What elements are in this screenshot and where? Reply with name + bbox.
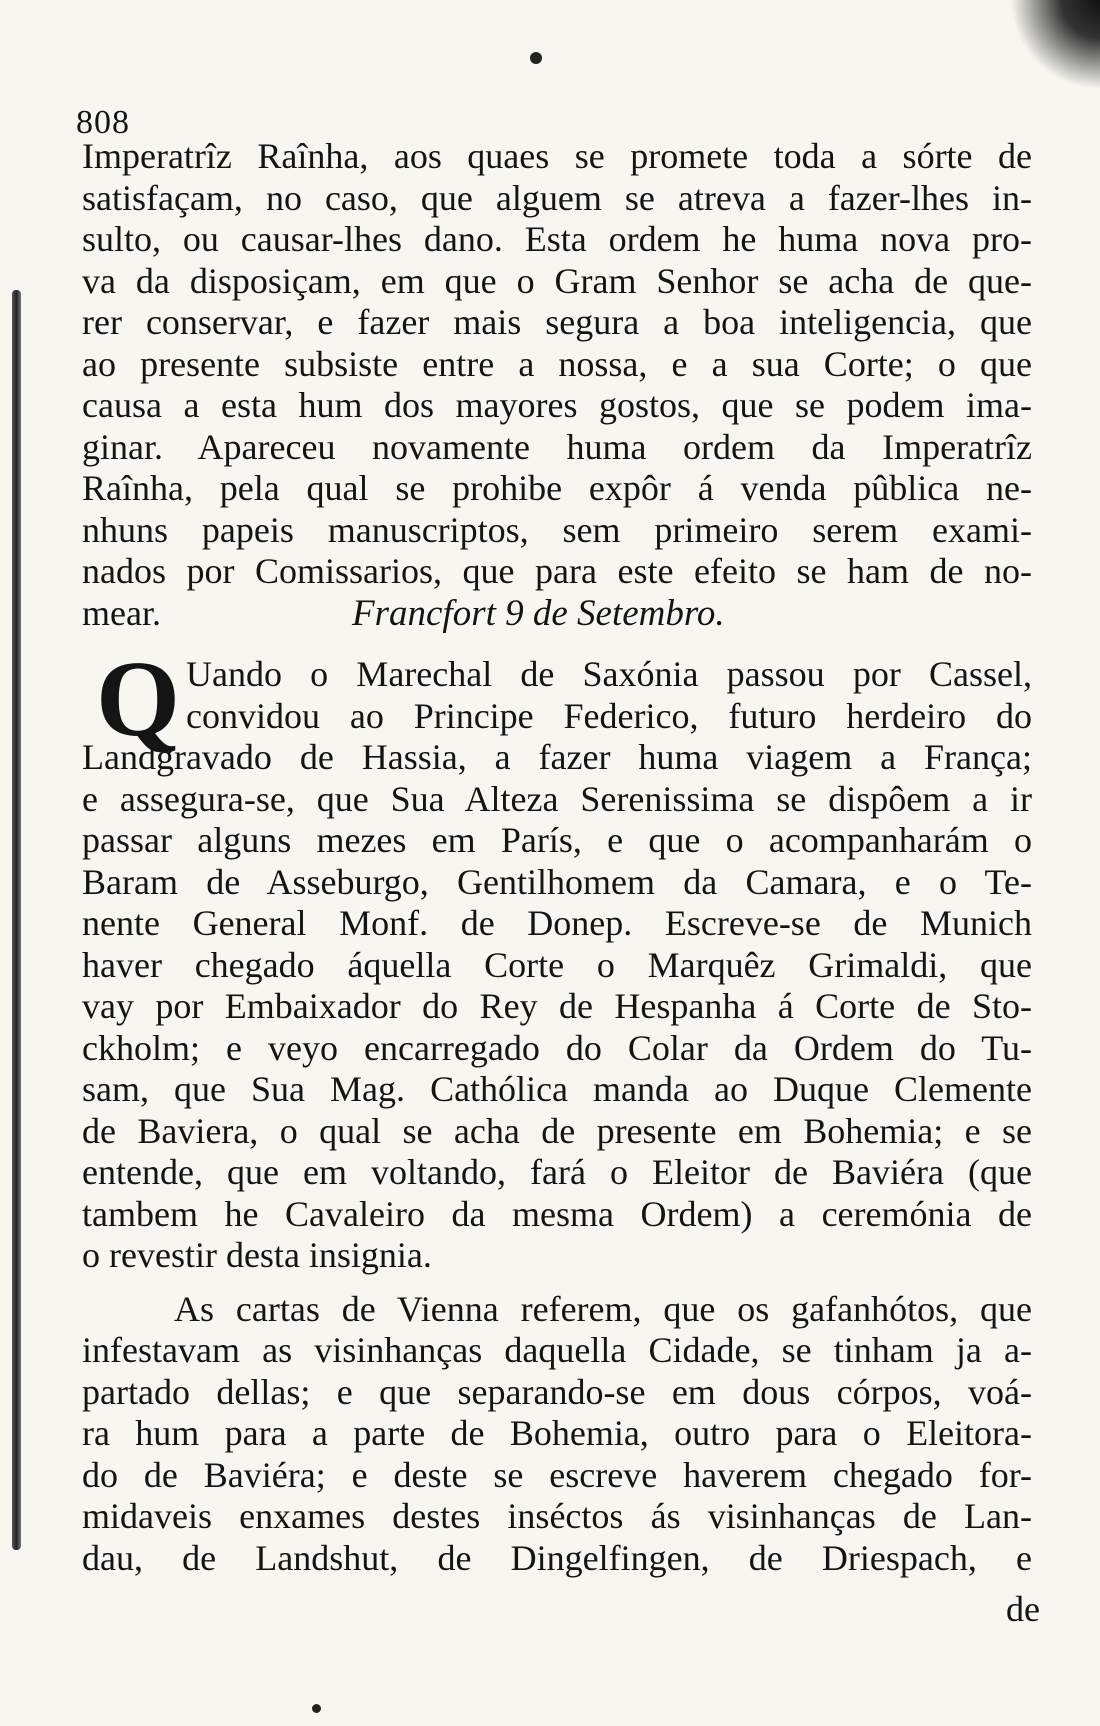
text-line: passar alguns mezes em París, e que o acompanharám o <box>82 820 1032 860</box>
dateline-row <box>82 593 1032 635</box>
text-line: va da disposiçam, em que o Gram Senhor se acha de que- <box>82 260 1032 301</box>
text-line: de Baviera, o qual se acha de presente em Bohemia; e se <box>82 1110 1032 1151</box>
page-number: 808 <box>76 104 130 141</box>
text-line: Imperatrîz Raînha, aos quaes se promete toda a sórte de <box>82 136 1032 176</box>
ink-speck <box>530 52 542 64</box>
text-line: convidou ao Principe Federico, futuro herdeiro do <box>186 695 1032 736</box>
binding-edge <box>12 290 21 1550</box>
page-edge-shadow <box>1010 0 1100 90</box>
text-line: haver chegado áquella Corte o Marquêz Grimaldi, que <box>82 944 1032 985</box>
paragraph-3 <box>82 1289 1032 1580</box>
text-line: midaveis enxames destes inséctos ás visinhanças de Lan- <box>82 1496 1032 1536</box>
text-line: causa a esta hum dos mayores gostos, que se podem ima- <box>82 385 1032 425</box>
text-line: nados por Comissarios, que para este efeito se ham de no- <box>82 551 1032 591</box>
text-line: sulto, ou causar-lhes dano. Esta ordem he huma nova pro- <box>82 219 1032 259</box>
text-line: o revestir desta insignia. <box>82 1235 432 1275</box>
text-line: Baram de Asseburgo, Gentilhomem da Camara, e o Te- <box>82 861 1032 902</box>
text-line: e assegura-se, que Sua Alteza Serenissima se dispôem a ir <box>82 778 1032 819</box>
ink-speck <box>312 1704 321 1713</box>
text-line: ginar. Apareceu novamente huma ordem da Imperatrîz <box>82 426 1032 467</box>
text-line: Landgravado de Hassia, a fazer huma viagem a França; <box>82 737 1032 777</box>
text-line: tambem he Cavaleiro da mesma Ordem) a ceremónia de <box>82 1193 1032 1234</box>
text-line: entende, que em voltando, fará o Eleitor de Baviéra (que <box>82 1152 1032 1192</box>
text-line: ao presente subsiste entre a nossa, e a sua Corte; o que <box>82 343 1032 384</box>
text-line: do de Baviéra; e deste se escreve haverem chegado for- <box>82 1454 1032 1495</box>
drop-cap: Q <box>96 640 181 759</box>
text-line: sam, que Sua Mag. Cathólica manda ao Duque Clemente <box>82 1069 1032 1109</box>
article-body <box>82 136 1032 1579</box>
paragraph-2 <box>82 640 1032 1277</box>
paragraph-1 <box>82 136 1032 634</box>
catchword: de <box>1006 1589 1040 1629</box>
text-line: Uando o Marechal de Saxónia passou por Cassel, <box>186 654 1032 694</box>
text-line: dau, de Landshut, de Dingelfingen, de Driespach, e <box>82 1537 1032 1578</box>
text-line: As cartas de Vienna referem, que os gafanhótos, que <box>174 1288 1032 1329</box>
text-line: nente General Monf. de Donep. Escreve-se de Munich <box>82 903 1032 943</box>
text-line: rer conservar, e fazer mais segura a boa inteligencia, que <box>82 302 1032 342</box>
text-line: Raînha, pela qual se prohibe expôr á venda pûblica ne- <box>82 468 1032 508</box>
text-line: nhuns papeis manuscriptos, sem primeiro serem exami- <box>82 509 1032 550</box>
text-line: mear. <box>82 592 161 633</box>
text-line: satisfaçam, no caso, que alguem se atreva a fazer-lhes in- <box>82 177 1032 218</box>
dateline: Francfort 9 de Setembro. <box>352 592 725 634</box>
text-line: infestavam as visinhanças daquella Cidade, se tinham ja a- <box>82 1330 1032 1370</box>
text-line: ckholm; e veyo encarregado do Colar da Ordem do Tu- <box>82 1027 1032 1068</box>
text-line: partado dellas; e que separando-se em dous córpos, voá- <box>82 1371 1032 1412</box>
text-line: vay por Embaixador do Rey de Hespanha á Corte de Sto- <box>82 986 1032 1026</box>
text-line: ra hum para a parte de Bohemia, outro para o Eleitora- <box>82 1413 1032 1453</box>
